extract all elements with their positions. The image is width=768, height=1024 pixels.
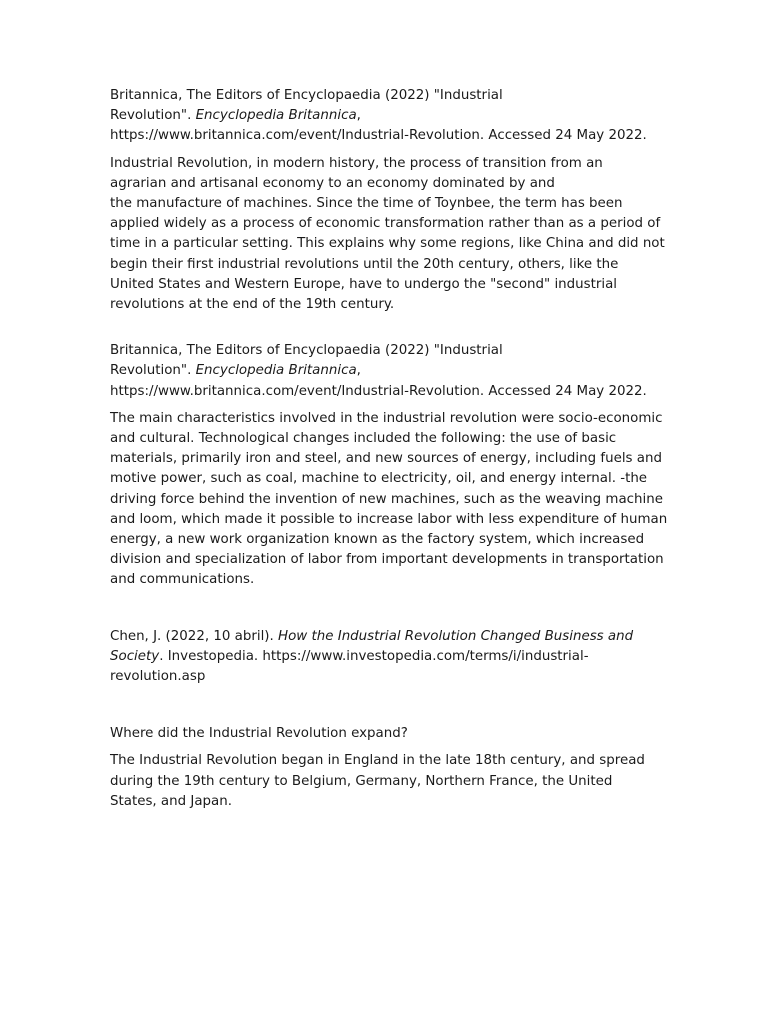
paragraph-line: during the 19th century to Belgium, Germany, Northern France, the United (110, 773, 613, 789)
paragraph-line: time in a particular setting. This explains why some regions, like China and did not (110, 236, 665, 252)
paragraph-line: energy, a new work organization known as the factory system, which increased (110, 532, 645, 548)
paragraph-line: The main characteristics involved in the industrial revolution were socio-economic (110, 410, 663, 426)
paragraph-line: The Industrial Revolution began in England in the late 18th century, and spread (110, 753, 645, 769)
paragraph-line: States, and Japan. (110, 793, 232, 809)
reference-text: Revolution". (110, 108, 196, 124)
reference-line (110, 647, 670, 667)
reference-investopedia (110, 627, 670, 688)
reference-source-title: Encyclopedia Britannica (195, 363, 357, 379)
paragraph-line: driving force behind the invention of new machines, such as the weaving machine (110, 491, 663, 507)
document-page (110, 86, 670, 812)
reference-britannica-2 (110, 341, 670, 402)
reference-article-title: Society (110, 648, 160, 664)
reference-line: Britannica, The Editors of Encyclopaedia (2022) "Industrial (110, 88, 503, 103)
paragraph-answer (110, 751, 670, 812)
question-text: Where did the Industrial Revolution expand? (110, 726, 408, 742)
reference-line (110, 627, 670, 647)
paragraph-line: and loom, which made it possible to increase labor with less expenditure of human (110, 511, 668, 527)
reference-line (110, 361, 670, 381)
reference-text: . Investopedia. https://www.investopedia.com/terms/i/industrial- (159, 648, 589, 664)
reference-britannica-1 (110, 86, 670, 147)
paragraph-line: motive power, such as coal, machine to electricity, oil, and energy internal. -the (110, 471, 648, 487)
paragraph-definition (110, 154, 670, 316)
reference-article-title: How the Industrial Revolution Changed Business and (278, 628, 634, 644)
paragraph-line: division and specialization of labor from important developments in transportation (110, 552, 664, 568)
paragraph-line: agrarian and artisanal economy to an economy dominated by and (110, 175, 555, 191)
paragraph-line: materials, primarily iron and steel, and new sources of energy, including fuels and (110, 451, 662, 467)
paragraph-line: and cultural. Technological changes included the following: the use of basic (110, 431, 617, 447)
reference-text: Chen, J. (2022, 10 abril). (110, 628, 279, 644)
question-heading (110, 724, 670, 744)
reference-line: Britannica, The Editors of Encyclopaedia (2022) "Industrial (110, 343, 503, 359)
paragraph-line: the manufacture of machines. Since the time of Toynbee, the term has been (110, 196, 623, 212)
paragraph-line: and communications. (110, 572, 255, 588)
paragraph-line: revolutions at the end of the 19th century. (110, 297, 395, 313)
reference-line (110, 106, 670, 126)
paragraph-line: United States and Western Europe, have to undergo the "second" industrial (110, 276, 618, 292)
reference-text: , (356, 363, 361, 379)
reference-source-title: Encyclopedia Britannica (195, 108, 357, 124)
paragraph-characteristics (110, 409, 670, 591)
paragraph-line: begin their first industrial revolutions until the 20th century, others, like the (110, 256, 619, 272)
paragraph-line: applied widely as a process of economic transformation rather than as a period of (110, 216, 661, 232)
reference-text: , (356, 108, 361, 124)
reference-url: revolution.asp (110, 669, 206, 685)
reference-url: https://www.britannica.com/event/Industrial-Revolution. Accessed 24 May 2022. (110, 128, 647, 144)
paragraph-line: Industrial Revolution, in modern history, the process of transition from an (110, 155, 603, 171)
reference-url: https://www.britannica.com/event/Industrial-Revolution. Accessed 24 May 2022. (110, 383, 647, 399)
reference-text: Revolution". (110, 363, 196, 379)
